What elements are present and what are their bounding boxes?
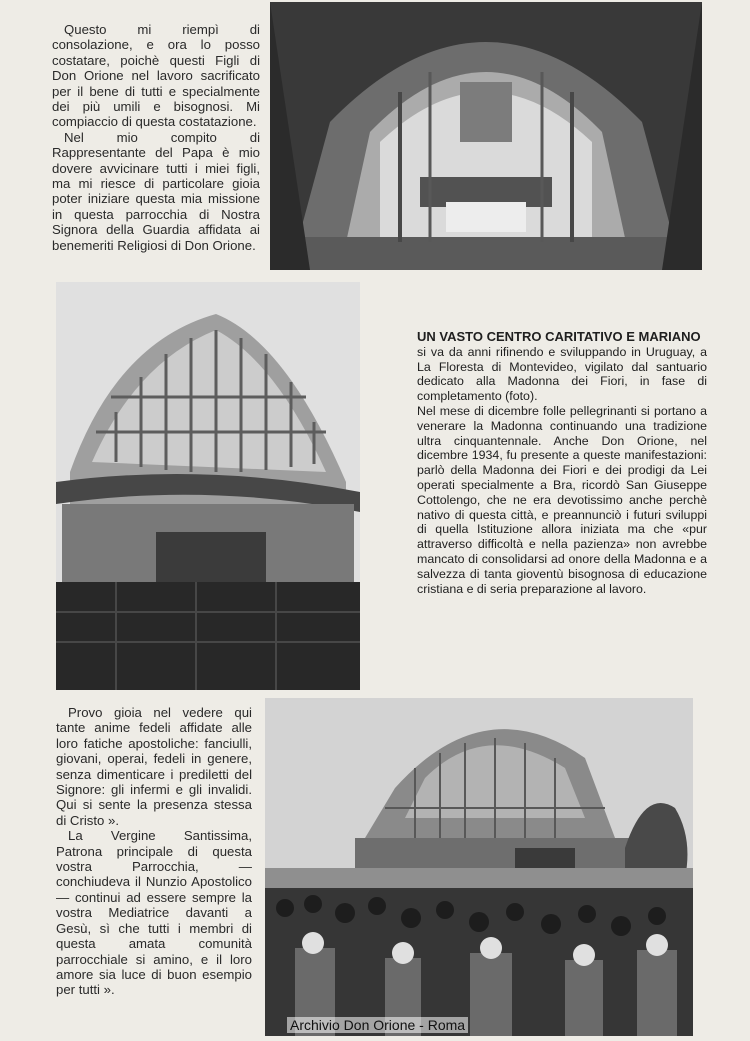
intro-text-column	[52, 22, 260, 253]
archive-watermark-label: Archivio Don Orione - Roma	[287, 1017, 468, 1033]
crowd-church-photo	[265, 698, 693, 1036]
closing-paragraph-2: La Vergine Santissima, Patrona principale di questa vostra Parrocchia, — conchiudeva il Nunzio Apostolico — continui ad essere sempre la vostra Mediatrice davanti a Gesù, sì che tutti i membri di questa amata comunità parrocchiale si amino, e il loro amore sia luce di buon esempio per tutti ».	[56, 828, 252, 998]
church-facade-photo	[56, 282, 360, 690]
caption-paragraph-2: Nel mese di dicembre folle pellegrinanti si portano a venerare la Madonna continuando una tradizione ultra cinquantennale. Anche Don Orione, nel dicembre 1934, fu presente a queste manifestazioni: parlò della Madonna dei Fiori e dei prodigi da Lei operati specialmente a Bra, ricordò San Giuseppe Cottolengo, che ne era devotissimo anche perchè nativo di questa città, e preannunciò i futuri sviluppi di quella Istituzione allora iniziata ma che «pur attraverso difficoltà e nella pazienza» non avrebbe mancato di consolidarsi ad onore della Madonna e a salvezza di tanta gioventù bisognosa di educazione cristiana e di seria preparazione al lavoro.	[417, 403, 707, 596]
caption-heading: UN VASTO CENTRO CARITATIVO E MARIANO	[417, 329, 701, 344]
caption-paragraph-1: si va da anni rifinendo e sviluppando in Uruguay, a La Floresta di Montevideo, vigilato dal santuario dedicato alla Madonna dei Fiori, in fase di completamento (foto).	[417, 344, 707, 404]
intro-paragraph-1: Questo mi riempì di consolazione, e ora lo posso costatare, poichè questi Figli di Don Orione nel lavoro sacrificato per il bene di tutti e specialmente dei più umili e bisognosi. Mi compiaccio di questa costatazione.	[52, 22, 260, 130]
caption-text-block	[417, 330, 707, 596]
closing-text-column	[56, 705, 252, 998]
closing-paragraph-1: Provo gioia nel vedere qui tante anime fedeli affidate alle loro fatiche apostoliche: fanciulli, giovani, operai, fedeli in genere, senza dimenticare i prediletti del Signore: gli infermi e gli invalidi. Qui si sente la presenza stessa di Cristo ».	[56, 705, 252, 828]
church-interior-photo	[270, 2, 702, 270]
intro-paragraph-2: Nel mio compito di Rappresentante del Papa è mio dovere avvicinare tutti i miei figli, ma mi riesce di particolare gioia poter iniziare questa mia missione in questa parrocchia di Nostra Signora della Guardia affidata ai benemeriti Religiosi di Don Orione.	[52, 129, 260, 253]
